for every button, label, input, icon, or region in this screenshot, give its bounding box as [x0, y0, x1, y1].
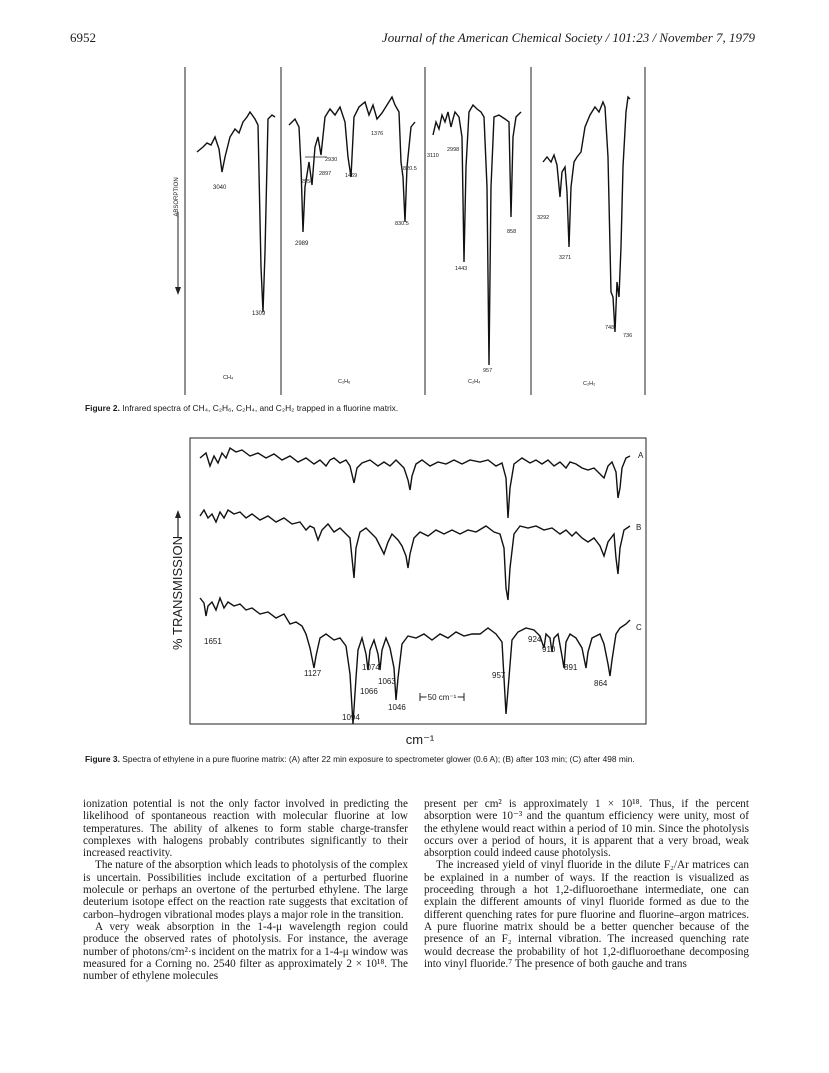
peak-label: 736 [623, 333, 633, 339]
spectrum-c2h6 [289, 97, 415, 232]
peak-label: 864 [594, 679, 608, 688]
journal-citation: Journal of the American Chemical Society / 101:23 / November 7, 1979 [381, 30, 755, 45]
peak-label: 1443 [455, 266, 468, 272]
peak-label: 957 [492, 671, 506, 680]
peak-label: 1309 [252, 311, 266, 317]
peak-label: 3292 [537, 215, 550, 221]
figure-3-caption [85, 754, 750, 765]
paragraph: present per cm² is approximately 1 × 10¹⁸. Thus, if the percent absorption were 10⁻³ and the quantum efficiency were unity, most of the ethylene would react within a period of 10 min. Since the photolysis occurs over a period of hours, it is apparent that a very broad, weak absorption could indeed cause photolysis. [424, 798, 749, 860]
species-label-c2h4: C₂H₄ [468, 379, 481, 385]
paragraph: ionization potential is not the only factor involved in predicting the likelihood of spontaneous reaction with molecular fluorine at low temperatures. The ability of alkenes to form stable charge-transfer complexes with halogens probably contributes significantly to their increased reactivity. [83, 798, 408, 860]
peak-label: 820.5 [403, 166, 417, 172]
species-label-c2h2: C₂H₂ [583, 381, 596, 387]
peak-label: 858 [507, 229, 517, 235]
peak-label: 891 [564, 663, 578, 672]
peak-label: 910 [542, 645, 556, 654]
peak-label: 1094 [342, 713, 360, 722]
peak-label: 1066 [360, 687, 378, 696]
figure-2-y-label: ABSORPTION [174, 177, 180, 217]
left-column [83, 798, 408, 982]
figure-3-x-label: cm⁻¹ [405, 732, 435, 747]
paragraph: The nature of the absorption which leads to photolysis of the complex is uncertain. Possibilities include excitation of a perturbed fluorine molecule or perhaps an overtone of the perturbed ethylene. The large deuterium isotope effect on the reaction rate suggests that excitation of carbon–hydrogen vibrational modes plays a major role in the transition. [83, 859, 408, 921]
trace-c [200, 598, 630, 724]
paragraph: A very weak absorption in the 1-4-μ wavelength region could produce the observed rates of photolysis. For instance, the average number of photons/cm²·s incident on the matrix for a 1-4-μ window was measured for a Corning no. 2540 filter as approximately 2 × 10¹⁸. The number of ethylene molecules [83, 920, 408, 983]
peak-label: 1469 [345, 173, 358, 179]
trace-b [200, 510, 630, 600]
spectrum-c2h4 [433, 105, 521, 365]
trace-a [200, 448, 630, 518]
peak-label: 748 [605, 325, 615, 331]
peak-label: 957 [483, 368, 493, 374]
figure-3-frame [190, 438, 646, 724]
peak-label: 3110 [427, 153, 439, 159]
figure-2-caption [85, 403, 750, 414]
trace-label-c: C [636, 623, 642, 632]
peak-label: 2897 [319, 171, 332, 177]
transmission-arrow-head [175, 510, 181, 518]
peak-label: 2989 [295, 241, 309, 247]
peak-label: 1074 [362, 663, 380, 672]
figure-3-caption-label: Figure 3. [85, 754, 120, 764]
peak-label: 1651 [204, 637, 222, 646]
right-column [424, 798, 749, 970]
absorption-arrow-head [175, 287, 181, 295]
paragraph: The increased yield of vinyl fluoride in the dilute F₂/Ar matrices can be explained in a number of ways. If the reaction is visualized as proceeding through a hot 1,2-difluoroethane intermediate, one can explain the different amounts of vinyl fluoride formed as due to the different quenching rates for pure fluorine and fluorine–argon matrices. A pure fluorine matrix should be a better quencher because of the presence of an F₂ internal vibration. The increased quenching rate would decrease the probability of hot 1,2-difluoroethane decomposing into vinyl fluoride.⁷ The presence of both gauche and trans [424, 859, 749, 970]
page-header [70, 30, 755, 50]
trace-label-b: B [636, 523, 642, 532]
figure-3-caption-text: Spectra of ethylene in a pure fluorine matrix: (A) after 22 min exposure to spectrometer glower (0.6 A); (B) after 103 min; (C) after 498 min. [122, 754, 635, 764]
figure-2-spectra [174, 67, 646, 395]
peak-label: 830.5 [395, 221, 409, 227]
peak-label: 3040 [213, 185, 227, 191]
peak-label: 2956 [301, 179, 314, 185]
figure-2-caption-label: Figure 2. [85, 403, 120, 413]
trace-label-a: A [638, 451, 644, 460]
species-label-c2h6: C₂H₆ [338, 379, 351, 385]
peak-label: 1063 [378, 677, 396, 686]
peak-label: 2930 [325, 157, 338, 163]
spectrum-c2h2 [543, 97, 630, 332]
figure-2-caption-text: Infrared spectra of CH₄, C₂H₆, C₂H₄, and C₂H₂ trapped in a fluorine matrix. [122, 403, 399, 413]
peak-label: 1376 [371, 131, 384, 137]
peak-label: 3271 [559, 255, 572, 261]
spectrum-ch4 [197, 112, 275, 312]
page-number: 6952 [70, 30, 96, 45]
peak-label: 924 [528, 635, 542, 644]
species-label-ch4: CH₄ [223, 375, 234, 381]
peak-label: 1127 [304, 669, 322, 678]
figure-3-spectra [170, 438, 650, 748]
scale-bar-label: 50 cm⁻¹ [427, 693, 457, 702]
figure-3-y-label: % TRANSMISSION [170, 536, 185, 650]
peak-label: 1046 [388, 703, 406, 712]
peak-label: 2998 [447, 147, 460, 153]
